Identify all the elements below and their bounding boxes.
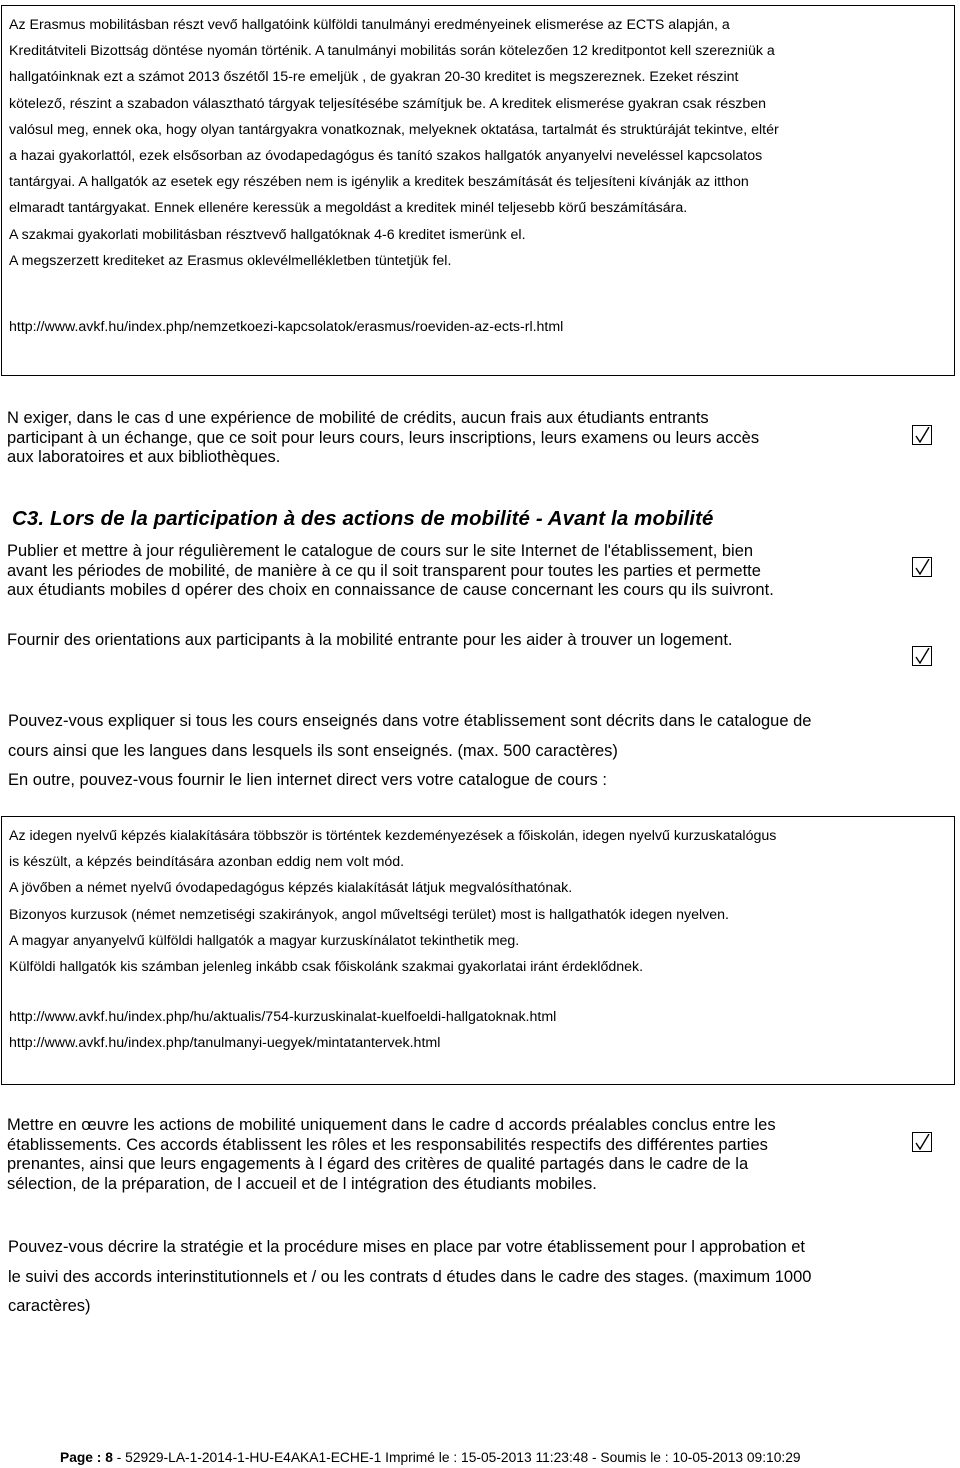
checkmark-icon — [915, 559, 930, 575]
question-course-catalogue — [8, 707, 956, 796]
answer-line: A magyar anyanyelvű külföldi hallgatók a magyar kurzuskínálatot tekinthetik meg. — [9, 932, 520, 949]
answer-line: Bizonyos kurzusok (német nemzetiségi szakirányok, angol műveltségi terület) most is hallgathatók idegen nyelven. — [9, 906, 729, 923]
commitment-line: aux laboratoires et aux bibliothèques. — [7, 448, 281, 466]
course-link: http://www.avkf.hu/index.php/hu/aktualis/754-kurzuskinalat-kuelfoeldi-hallgatoknak.html — [9, 1009, 557, 1026]
answer-box-credits — [1, 5, 955, 376]
commitment-line: N exiger, dans le cas d une expérience de mobilité de crédits, aucun frais aux étudiants entrants — [7, 409, 709, 427]
footer-meta: - 52929-LA-1-2014-1-HU-E4AKA1-ECHE-1 Imprimé le : 15-05-2013 11:23:48 - Soumis le : 10-05-2013 09:10:29 — [112, 1450, 801, 1465]
commitment-line: prenantes, ainsi que leurs engagements à l égard des critères de qualité partagés dans le cadre de la — [7, 1155, 749, 1173]
checkbox-prior-agreements[interactable] — [912, 1132, 932, 1152]
checkbox-housing-guidance[interactable] — [912, 646, 932, 666]
answer-line: Külföldi hallgatók kis számban jelenleg inkább csak főiskolánk szakmai gyakorlatai iránt érdeklődnek. — [9, 959, 644, 976]
question-line: cours ainsi que les langues dans lesquels ils sont enseignés. (max. 500 caractères) — [8, 741, 618, 760]
commitment-line: Mettre en œuvre les actions de mobilité uniquement dans le cadre d accords préalables conclus entre les — [7, 1116, 776, 1134]
answer-line: is készült, a képzés beindítására azonban eddig nem volt mód. — [9, 854, 405, 871]
question-line: Pouvez-vous expliquer si tous les cours enseignés dans votre établissement sont décrits dans le catalogue de — [8, 712, 812, 730]
answer-line: a hazai gyakorlattól, ezek elsősorban az óvodapedagógus és tanító szakos hallgatók anyanyelvi neveléssel kapcsolatos — [9, 148, 763, 165]
commitment-line: sélection, de la préparation, de l accueil et de l intégration des étudiants mobiles. — [7, 1174, 597, 1193]
answer-line: Kreditátviteli Bizottság döntése nyomán történik. A tanulmányi mobilitás során kötelezően 12 kreditpontot kell szerezniük a — [9, 43, 775, 60]
answer-line: valósul meg, ennek oka, hogy olyan tantárgyakra vonatkoznak, melyeknek oktatása, tartalmát és struktúráját tekintve, eltér — [9, 121, 779, 138]
answer-line: A megszerzett krediteket az Erasmus oklevélmellékletben tüntetjük fel. — [9, 252, 452, 269]
commitment-line: participant à un échange, que ce soit pour leurs cours, leurs inscriptions, leurs examens ou leurs accès — [7, 428, 760, 447]
checkbox-publish-catalogue[interactable] — [912, 557, 932, 577]
commitment-housing-guidance — [7, 631, 897, 651]
ects-link: http://www.avkf.hu/index.php/nemzetkoezi-kapcsolatok/erasmus/roeviden-az-ects-rl.html — [9, 319, 564, 336]
answer-line: Az Erasmus mobilitásban részt vevő hallgatóink külföldi tanulmányi eredményeinek elismerése az ECTS alapján, a — [9, 17, 730, 33]
commitment-line: avant les périodes de mobilité, de manière à ce qu il soit transparent pour toutes les parties et permette — [7, 561, 761, 580]
checkmark-icon — [915, 427, 930, 443]
checkbox-no-fees[interactable] — [912, 425, 932, 445]
section-title: C3. Lors de la participation à des actions de mobilité - Avant la mobilité — [12, 507, 714, 530]
question-line: le suivi des accords interinstitutionnels et / ou les contrats d études dans le cadre des stages. (maximum 1000 — [8, 1267, 812, 1286]
commitment-publish-catalogue — [7, 542, 897, 601]
answer-line: A jövőben a német nyelvű óvodapedagógus képzés kialakítását látjuk megvalósíthatónak. — [9, 880, 573, 897]
answer-line: kötelező, részint a szabadon választható tárgyak teljesítésébe számítjuk be. A kreditek elismerése gyakran csak részben — [9, 95, 767, 112]
checkmark-icon — [915, 1134, 930, 1150]
commitment-line: Publier et mettre à jour régulièrement le catalogue de cours sur le site Internet de l'établissement, bien — [7, 542, 754, 560]
question-line: Pouvez-vous décrire la stratégie et la procédure mises en place par votre établissement pour l approbation et — [8, 1238, 806, 1256]
answer-line: hallgatóinknak ezt a számot 2013 őszétől 15-re emeljük , de gyakran 20-30 kreditet is megszereznek. Ezeket részint — [9, 69, 739, 86]
commitment-prior-agreements — [7, 1116, 897, 1194]
commitment-no-fees — [7, 409, 897, 468]
page-footer — [60, 1450, 801, 1465]
question-agreements-strategy — [8, 1233, 956, 1322]
checkmark-icon — [915, 648, 930, 664]
answer-line: elmaradt tantárgyakat. Ennek ellenére keressük a megoldást a kreditek minél teljesebb körű beszámítására. — [9, 200, 688, 217]
commitment-line: Fournir des orientations aux participants à la mobilité entrante pour les aider à trouver un logement. — [7, 631, 733, 649]
answer-line: Az idegen nyelvű képzés kialakítására többször is történtek kezdeményezések a főiskolán, idegen nyelvű kurzuskatalógus — [9, 828, 777, 844]
page-number: Page : 8 — [60, 1450, 113, 1465]
question-line: En outre, pouvez-vous fournir le lien internet direct vers votre catalogue de cours : — [8, 771, 607, 789]
answer-line: A szakmai gyakorlati mobilitásban résztvevő hallgatóknak 4-6 kreditet ismerünk el. — [9, 226, 526, 243]
answer-box-course-catalogue — [1, 816, 955, 1085]
commitment-line: établissements. Ces accords établissent les rôles et les responsabilités respectifs des différentes parties — [7, 1135, 768, 1154]
commitment-line: aux étudiants mobiles d opérer des choix en connaissance de cause concernant les cours qu ils suivront. — [7, 581, 774, 599]
answer-line: tantárgyai. A hallgatók az esetek egy részében nem is igénylik a kreditek beszámítását és teljesíteni kívánják az itthon — [9, 174, 749, 191]
course-link: http://www.avkf.hu/index.php/tanulmanyi-uegyek/mintatantervek.html — [9, 1035, 441, 1052]
question-line: caractères) — [8, 1297, 91, 1315]
